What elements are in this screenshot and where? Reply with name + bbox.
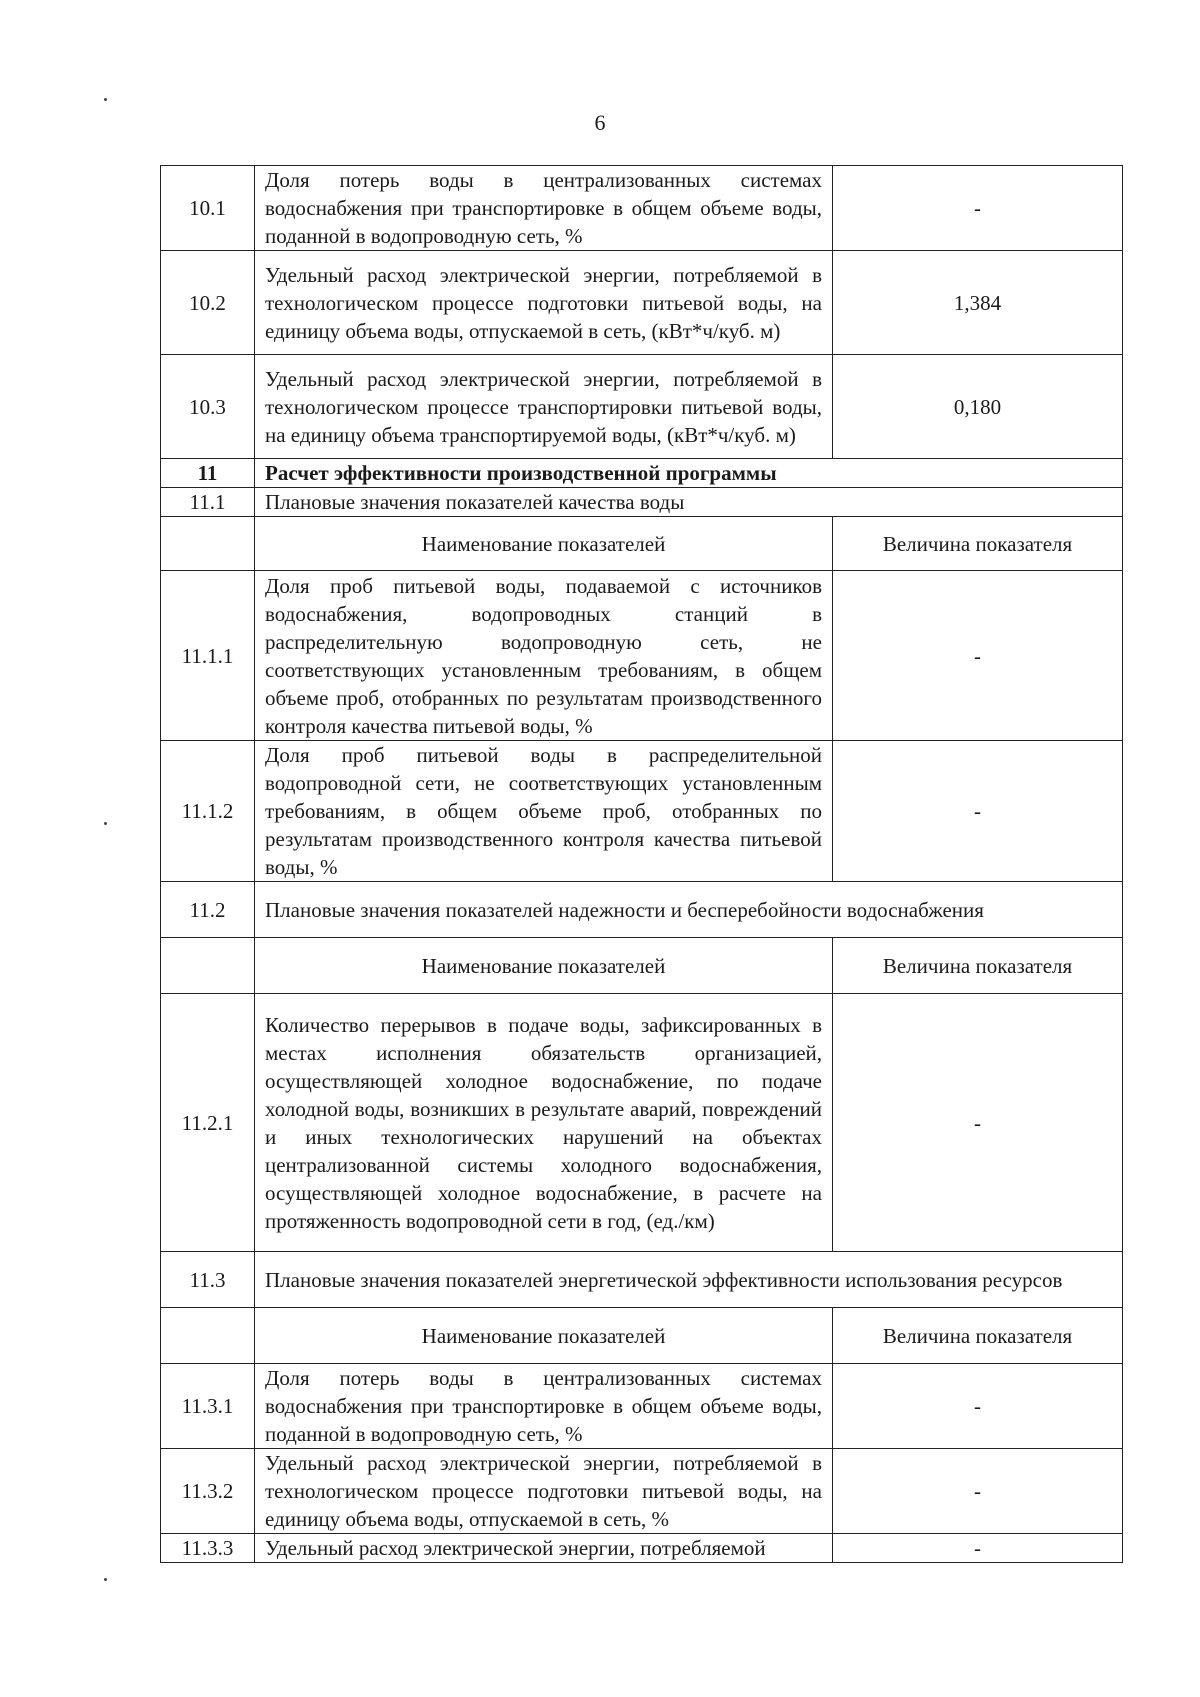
section-row <box>161 882 1123 938</box>
row-number: 10.3 <box>161 355 255 459</box>
header-name: Наименование показателей <box>255 517 833 571</box>
table-row <box>161 251 1123 355</box>
section-number: 11 <box>161 459 255 488</box>
section-row <box>161 1252 1123 1308</box>
row-number: 11.1.2 <box>161 741 255 882</box>
table-row <box>161 1364 1123 1449</box>
row-number: 11.3.3 <box>161 1534 255 1563</box>
header-value: Величина показателя <box>833 938 1123 994</box>
indicator-value: - <box>833 166 1123 251</box>
scan-speck <box>104 822 107 825</box>
indicator-value: - <box>833 1534 1123 1563</box>
section-number: 11.2 <box>161 882 255 938</box>
table-row <box>161 741 1123 882</box>
indicator-name: Удельный расход электрической энергии, потребляемой <box>255 1534 833 1563</box>
table-row <box>161 166 1123 251</box>
row-number: 10.1 <box>161 166 255 251</box>
section-title: Плановые значения показателей энергетической эффективности использования ресурсов <box>255 1252 1123 1308</box>
row-number: 11.2.1 <box>161 994 255 1252</box>
section-title: Плановые значения показателей надежности и бесперебойности водоснабжения <box>255 882 1123 938</box>
scan-speck <box>104 1578 107 1581</box>
header-name: Наименование показателей <box>255 938 833 994</box>
section-number: 11.3 <box>161 1252 255 1308</box>
indicator-value: - <box>833 1364 1123 1449</box>
section-title: Расчет эффективности производственной программы <box>255 459 1123 488</box>
header-name: Наименование показателей <box>255 1308 833 1364</box>
indicator-name: Удельный расход электрической энергии, потребляемой в технологическом процессе подготовки питьевой воды, на единицу объема воды, отпускаемой в сеть, % <box>255 1449 833 1534</box>
indicator-name: Доля проб питьевой воды в распределительной водопроводной сети, не соответствующих установленным требованиям, в общем объеме проб, отобранных по результатам производственного контроля качества питьевой воды, % <box>255 741 833 882</box>
section-row <box>161 459 1123 488</box>
indicator-name: Доля проб питьевой воды, подаваемой с источников водоснабжения, водопроводных станций в распределительную водопроводную сеть, не соответствующих установленным требованиям, в общем объеме проб, отобранных по результатам производственного контроля качества питьевой воды, % <box>255 571 833 741</box>
row-number: 11.3.2 <box>161 1449 255 1534</box>
header-value: Величина показателя <box>833 1308 1123 1364</box>
indicator-name: Удельный расход электрической энергии, потребляемой в технологическом процессе транспортировки питьевой воды, на единицу объема транспортируемой воды, (кВт*ч/куб. м) <box>255 355 833 459</box>
table-row <box>161 1534 1123 1563</box>
indicator-value: - <box>833 994 1123 1252</box>
row-number: 10.2 <box>161 251 255 355</box>
table-row <box>161 994 1123 1252</box>
page-number: 6 <box>594 110 606 135</box>
indicator-value: 1,384 <box>833 251 1123 355</box>
indicator-name: Количество перерывов в подаче воды, зафиксированных в местах исполнения обязательств организацией, осуществляющей холодное водоснабжение, по подаче холодной воды, возникших в результате аварий, повреждений и иных технологических нарушений на объектах централизованной системы холодного водоснабжения, осуществляющей холодное водоснабжение, в расчете на протяженность водопроводной сети в год, (ед./км) <box>255 994 833 1252</box>
table-row <box>161 355 1123 459</box>
header-row <box>161 938 1123 994</box>
row-number: 11.1.1 <box>161 571 255 741</box>
indicators-table <box>160 165 1123 1563</box>
header-number <box>161 1308 255 1364</box>
indicator-value: - <box>833 741 1123 882</box>
section-number: 11.1 <box>161 488 255 517</box>
indicator-value: - <box>833 571 1123 741</box>
table-row <box>161 571 1123 741</box>
indicator-value: 0,180 <box>833 355 1123 459</box>
header-number <box>161 517 255 571</box>
indicator-name: Доля потерь воды в централизованных системах водоснабжения при транспортировке в общем объеме воды, поданной в водопроводную сеть, % <box>255 1364 833 1449</box>
header-row <box>161 1308 1123 1364</box>
section-row <box>161 488 1123 517</box>
section-title: Плановые значения показателей качества воды <box>255 488 1123 517</box>
indicator-value: - <box>833 1449 1123 1534</box>
indicator-name: Доля потерь воды в централизованных системах водоснабжения при транспортировке в общем объеме воды, поданной в водопроводную сеть, % <box>255 166 833 251</box>
row-number: 11.3.1 <box>161 1364 255 1449</box>
header-value: Величина показателя <box>833 517 1123 571</box>
table-row <box>161 1449 1123 1534</box>
header-number <box>161 938 255 994</box>
scan-speck <box>104 98 107 101</box>
indicator-name: Удельный расход электрической энергии, потребляемой в технологическом процессе подготовки питьевой воды, на единицу объема воды, отпускаемой в сеть, (кВт*ч/куб. м) <box>255 251 833 355</box>
header-row <box>161 517 1123 571</box>
